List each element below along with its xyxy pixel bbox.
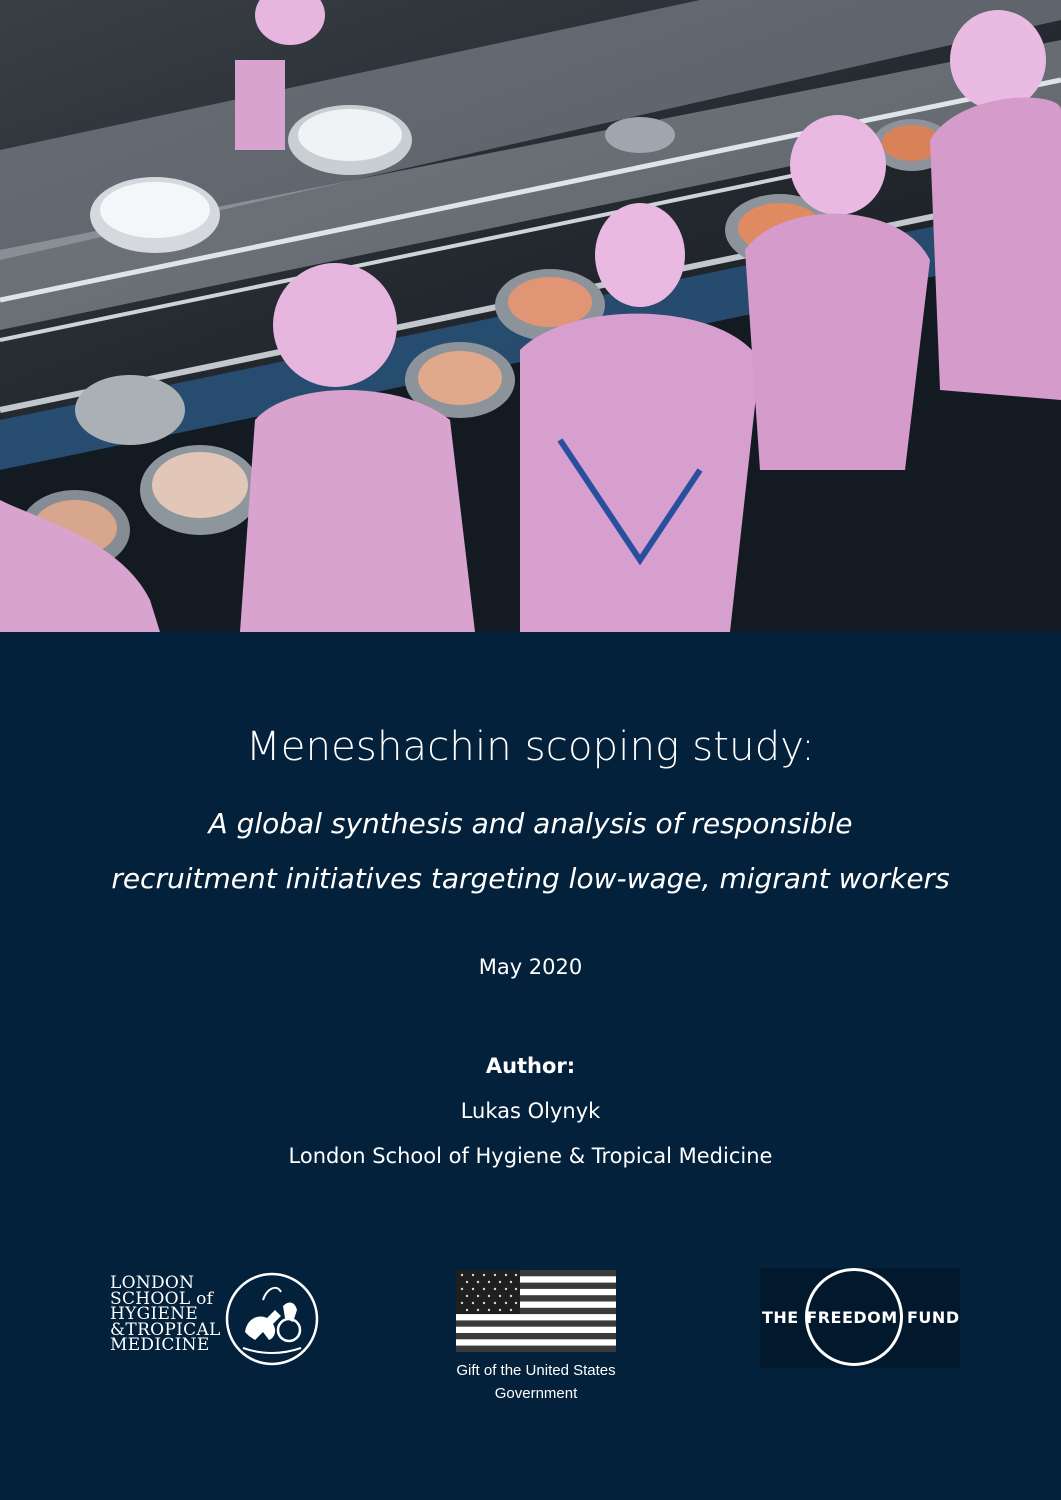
subtitle-line-1: A global synthesis and analysis of responsible	[208, 807, 853, 840]
publication-date: May 2020	[478, 955, 583, 979]
lshtm-line: HYGIENE	[110, 1304, 199, 1324]
page-title: Meneshachin scoping study:	[246, 724, 815, 770]
us-flag-icon	[456, 1270, 616, 1352]
lshtm-line: &TROPICAL	[110, 1319, 221, 1340]
usg-caption-line-2: Government	[494, 1385, 578, 1402]
subtitle-line-2: recruitment initiatives targeting low-wage, migrant workers	[111, 862, 950, 895]
ff-freedom: FREEDOM	[806, 1308, 898, 1327]
usg-caption-line-1: Gift of the United States	[456, 1362, 616, 1379]
lshtm-logo	[110, 1270, 320, 1370]
author-label: Author:	[485, 1054, 576, 1078]
cover-photo	[0, 0, 1061, 632]
ff-the: THE	[762, 1308, 799, 1327]
freedom-fund-logo	[760, 1268, 960, 1368]
usg-caption	[418, 1359, 654, 1405]
author-name: Lukas Olynyk	[460, 1099, 601, 1123]
lshtm-wordmark	[110, 1273, 221, 1355]
chariot-seal-icon	[223, 1270, 321, 1368]
lshtm-line: SCHOOL of	[110, 1288, 214, 1309]
cover-photo-illustration	[0, 0, 1061, 632]
lshtm-line: MEDICINE	[110, 1335, 210, 1355]
lshtm-line: LONDON	[110, 1273, 195, 1293]
page-subtitle	[0, 796, 1061, 906]
ff-fund: FUND	[907, 1308, 960, 1327]
author-affiliation: London School of Hygiene & Tropical Medicine	[288, 1144, 773, 1168]
